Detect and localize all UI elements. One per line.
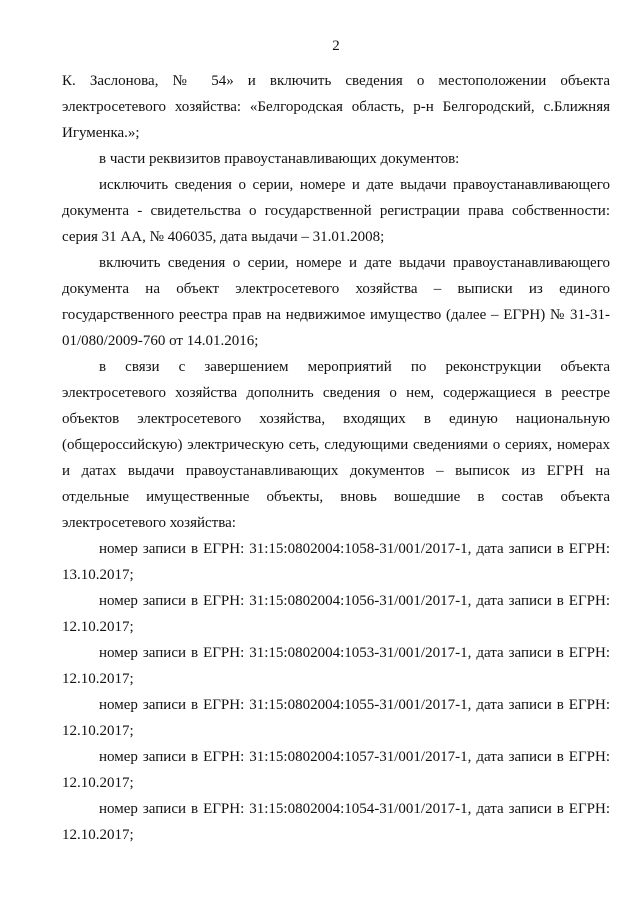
- egrn-record-item: номер записи в ЕГРН: 31:15:0802004:1058-31/001/2017-1, дата записи в ЕГРН: 13.10.2017;: [62, 541, 610, 583]
- paragraph-include-extract: включить сведения о серии, номере и дате выдачи правоустанавливающего документа на объект электросетевого хозяйства – выписки из единого государственного реестра прав на недвижимое имущество (далее – ЕГРН) № 31-31-01/080/2009-760 от 14.01.2016;: [62, 255, 610, 349]
- egrn-record-item: номер записи в ЕГРН: 31:15:0802004:1053-31/001/2017-1, дата записи в ЕГРН: 12.10.2017;: [62, 645, 610, 687]
- page-number: 2: [332, 38, 340, 54]
- paragraph-location: К. Заслонова, № 54» и включить сведения о местоположении объекта электросетевого хозяйства: «Белгородская область, р-н Белгородский, с.Ближняя Игуменка.»;: [62, 73, 610, 141]
- egrn-record-item: номер записи в ЕГРН: 31:15:0802004:1056-31/001/2017-1, дата записи в ЕГРН: 12.10.2017;: [62, 593, 610, 635]
- egrn-record-item: номер записи в ЕГРН: 31:15:0802004:1054-31/001/2017-1, дата записи в ЕГРН: 12.10.2017;: [62, 801, 610, 843]
- egrn-record-item: номер записи в ЕГРН: 31:15:0802004:1055-31/001/2017-1, дата записи в ЕГРН: 12.10.2017;: [62, 697, 610, 739]
- paragraph-exclude-certificate: исключить сведения о серии, номере и дате выдачи правоустанавливающего документа - свидетельства о государственной регистрации права собственности: серия 31 АА, № 406035, дата выдачи – 31.01.2008;: [62, 177, 610, 245]
- egrn-record-item: номер записи в ЕГРН: 31:15:0802004:1057-31/001/2017-1, дата записи в ЕГРН: 12.10.2017;: [62, 749, 610, 791]
- document-body: [62, 68, 610, 848]
- paragraph-reconstruction: в связи с завершением мероприятий по реконструкции объекта электросетевого хозяйства дополнить сведения о нем, содержащиеся в реестре объектов электросетевого хозяйства, входящих в единую национальную (общероссийскую) электрическую сеть, следующими сведениями о сериях, номерах и датах выдачи правоустанавливающих документов – выписок из ЕГРН на отдельные имущественные объекты, вновь вошедшие в состав объекта электросетевого хозяйства:: [62, 359, 610, 531]
- paragraph-documents-heading: в части реквизитов правоустанавливающих документов:: [99, 151, 460, 167]
